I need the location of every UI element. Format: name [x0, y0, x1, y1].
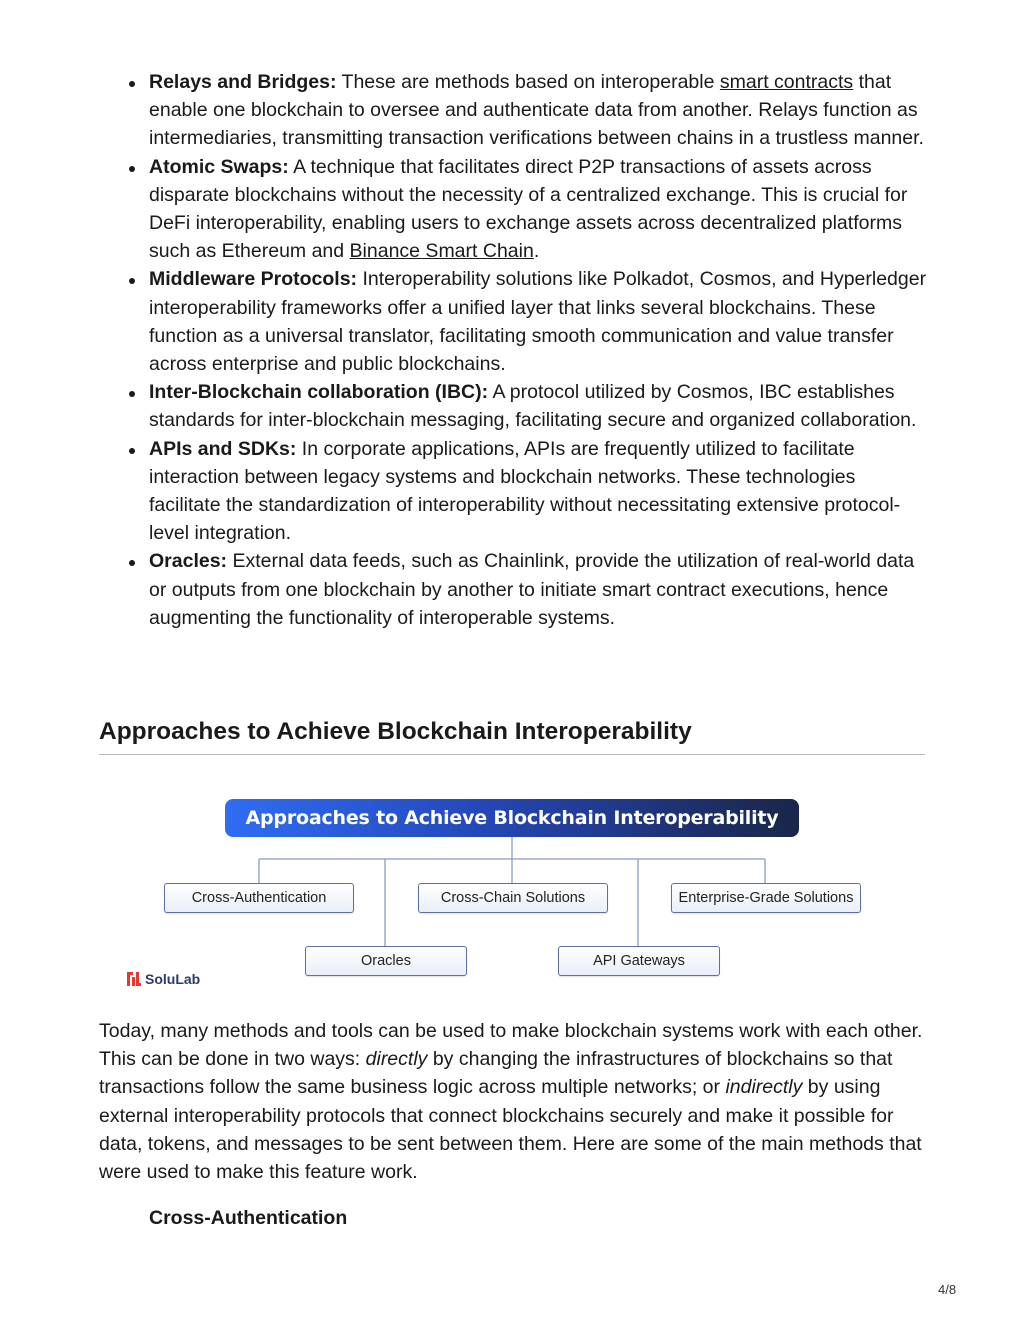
- bullet-text: External data feeds, such as Chainlink, provide the utilization of real-world data or outputs from one blockchain by another to initiate smart contract executions, hence augmenting the functionality of interoperable systems.: [149, 550, 915, 629]
- bullet-text: A protocol utilized by Cosmos, IBC establishes standards for inter-blockchain messaging, facilitating secure and organized collaboration.: [149, 381, 917, 432]
- bullet-text: A technique that facilitates direct P2P transactions of assets across disparate blockchains without the necessity of a centralized exchange. This is crucial for DeFi interoperability, enabling users to exchange assets across decentralized platforms such as Ethereum and: [149, 155, 908, 263]
- binance-smart-chain-link[interactable]: Binance Smart Chain: [349, 240, 534, 263]
- list-item: [99, 378, 929, 434]
- emphasis-indirectly: indirectly: [725, 1076, 803, 1099]
- list-item: [99, 435, 929, 548]
- subheading: Cross-Authentication: [149, 1207, 348, 1229]
- paragraph-text: by using external interoperability protocols that connect blockchains securely and make it possible for data, tokens, and messages to be sent between them. Here are some of the main methods that were used to make this feature work.: [99, 1076, 922, 1184]
- bullet-term: APIs and SDKs:: [149, 437, 297, 460]
- list-item: [99, 265, 929, 378]
- paragraph-text: by changing the infrastructures of blockchains so that transactions follow the same business logic across multiple networks; or: [99, 1048, 893, 1099]
- bullet-term: Oracles:: [149, 550, 228, 573]
- list-item: [99, 547, 929, 632]
- list-item: [99, 68, 929, 153]
- bullet-text: .: [533, 240, 540, 263]
- bullet-text: In corporate applications, APIs are frequently utilized to facilitate interaction between legacy systems and blockchain networks. These technologies facilitate the standardization of interoperability without necessitating extensive protocol-level integration.: [149, 437, 901, 545]
- section-heading: Approaches to Achieve Blockchain Interoperability: [99, 718, 692, 745]
- bullet-text: that enable one blockchain to oversee and authenticate data from another. Relays function as intermediaries, transmitting transaction verifications between chains in a trustless manner.: [149, 71, 924, 150]
- solulab-logo: [127, 970, 200, 988]
- node-oracles: Oracles: [305, 946, 467, 976]
- node-cross-chain-solutions: Cross-Chain Solutions: [418, 883, 608, 913]
- bullet-term: Middleware Protocols:: [149, 268, 358, 291]
- smart-contracts-link[interactable]: smart contracts: [719, 71, 854, 93]
- node-cross-authentication: Cross-Authentication: [164, 883, 354, 913]
- body-paragraph: [99, 1017, 929, 1186]
- paragraph-text: Today, many methods and tools can be used to make blockchain systems work with each other. This can be done in two ways:: [99, 1020, 923, 1071]
- bullet-text: Interoperability solutions like Polkadot, Cosmos, and Hyperledger interoperability frameworks offer a unified layer that links several blockchains. These function as a universal translator, facilitating smooth communication and value transfer across enterprise and public blockchains.: [149, 268, 927, 376]
- diagram-title: Approaches to Achieve Blockchain Interoperability: [225, 799, 799, 837]
- bullet-list: [99, 68, 929, 632]
- emphasis-directly: directly: [365, 1048, 428, 1071]
- bullet-term: Relays and Bridges:: [149, 71, 337, 93]
- solulab-logo-icon: [127, 972, 141, 986]
- bullet-text: These are methods based on interoperable: [336, 71, 720, 93]
- node-enterprise-grade-solutions: Enterprise-Grade Solutions: [671, 883, 861, 913]
- solulab-logo-text: SoluLab: [145, 971, 201, 987]
- bullet-term: Atomic Swaps:: [149, 155, 289, 178]
- node-api-gateways: API Gateways: [558, 946, 720, 976]
- list-item: [99, 153, 929, 266]
- heading-divider: [99, 754, 925, 755]
- bullet-term: Inter-Blockchain collaboration (IBC):: [149, 381, 489, 404]
- page-number: 4/8: [938, 1282, 957, 1297]
